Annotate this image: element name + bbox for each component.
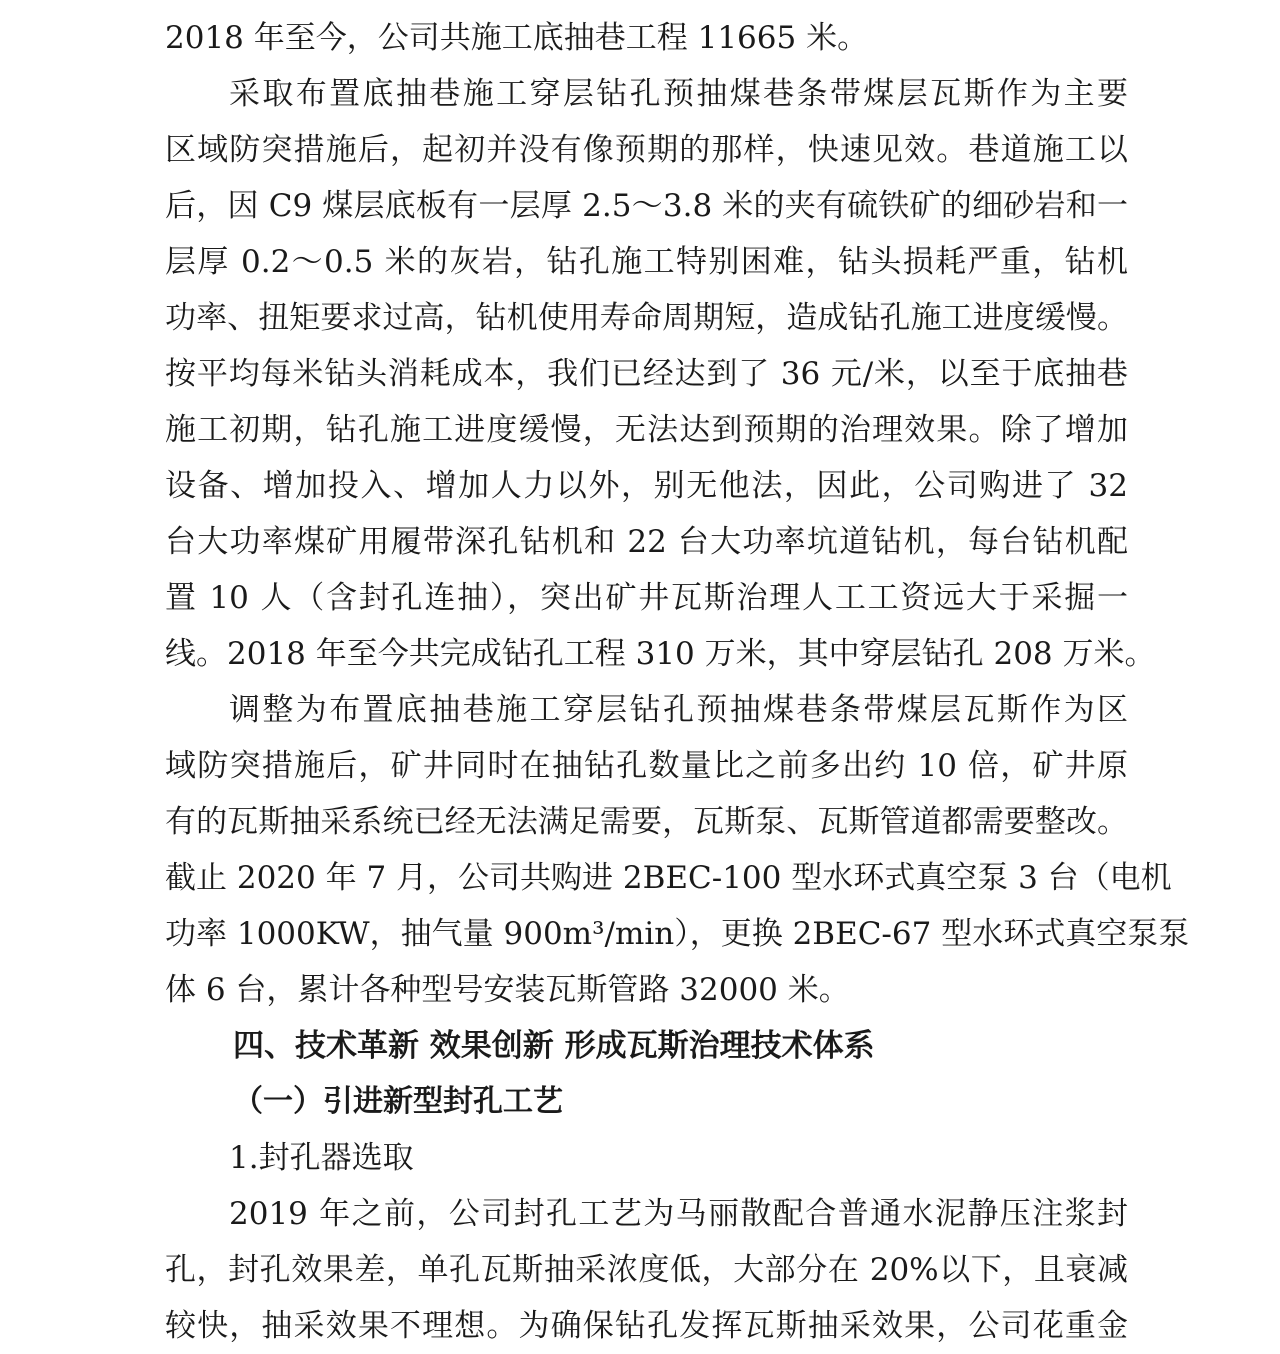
text-line: 体 6 台，累计各种型号安装瓦斯管路 32000 米。 xyxy=(165,972,850,1008)
text-line: 台大功率煤矿用履带深孔钻机和 22 台大功率坑道钻机，每台钻机配 xyxy=(165,524,1128,560)
text-line: 置 10 人（含封孔连抽），突出矿井瓦斯治理人工工资远大于采掘一 xyxy=(165,580,1128,616)
text-line: 按平均每米钻头消耗成本，我们已经达到了 36 元/米，以至于底抽巷 xyxy=(165,356,1128,392)
document-page xyxy=(165,10,1190,1354)
text-line: 孔，封孔效果差，单孔瓦斯抽采浓度低，大部分在 20%以下，且衰减 xyxy=(165,1252,1128,1288)
text-line: 设备、增加投入、增加人力以外，别无他法，因此，公司购进了 32 xyxy=(165,468,1128,504)
text-line: 截止 2020 年 7 月，公司共购进 2BEC-100 型水环式真空泵 3 台（电机 xyxy=(165,860,1172,896)
text-line: 功率、扭矩要求过高，钻机使用寿命周期短，造成钻孔施工进度缓慢。 xyxy=(165,300,1128,336)
text-line: 较快，抽采效果不理想。为确保钻孔发挥瓦斯抽采效果，公司花重金 xyxy=(165,1308,1128,1344)
text-line: 功率 1000KW，抽气量 900m³/min），更换 2BEC-67 型水环式真空泵泵 xyxy=(165,916,1190,952)
text-line: 区域防突措施后，起初并没有像预期的那样，快速见效。巷道施工以 xyxy=(165,132,1128,168)
subsection-heading: （一）引进新型封孔工艺 xyxy=(233,1084,563,1119)
text-line: 采取布置底抽巷施工穿层钻孔预抽煤巷条带煤层瓦斯作为主要 xyxy=(229,76,1128,112)
text-line: 有的瓦斯抽采系统已经无法满足需要，瓦斯泵、瓦斯管道都需要整改。 xyxy=(165,804,1128,840)
section-heading: 四、技术革新 效果创新 形成瓦斯治理技术体系 xyxy=(233,1028,875,1064)
text-line: 调整为布置底抽巷施工穿层钻孔预抽煤巷条带煤层瓦斯作为区 xyxy=(229,692,1128,728)
text-line: 后，因 C9 煤层底板有一层厚 2.5～3.8 米的夹有硫铁矿的细砂岩和一 xyxy=(165,188,1128,224)
text-line: 2019 年之前，公司封孔工艺为马丽散配合普通水泥静压注浆封 xyxy=(229,1196,1128,1232)
text-line: 域防突措施后，矿井同时在抽钻孔数量比之前多出约 10 倍，矿井原 xyxy=(165,748,1128,784)
text-line: 施工初期，钻孔施工进度缓慢，无法达到预期的治理效果。除了增加 xyxy=(165,412,1128,448)
text-line: 2018 年至今，公司共施工底抽巷工程 11665 米。 xyxy=(165,20,869,56)
text-line: 线。2018 年至今共完成钻孔工程 310 万米，其中穿层钻孔 208 万米。 xyxy=(165,636,1156,672)
text-line: 层厚 0.2～0.5 米的灰岩，钻孔施工特别困难，钻头损耗严重，钻机 xyxy=(165,244,1128,280)
text-line: 1.封孔器选取 xyxy=(229,1140,414,1176)
